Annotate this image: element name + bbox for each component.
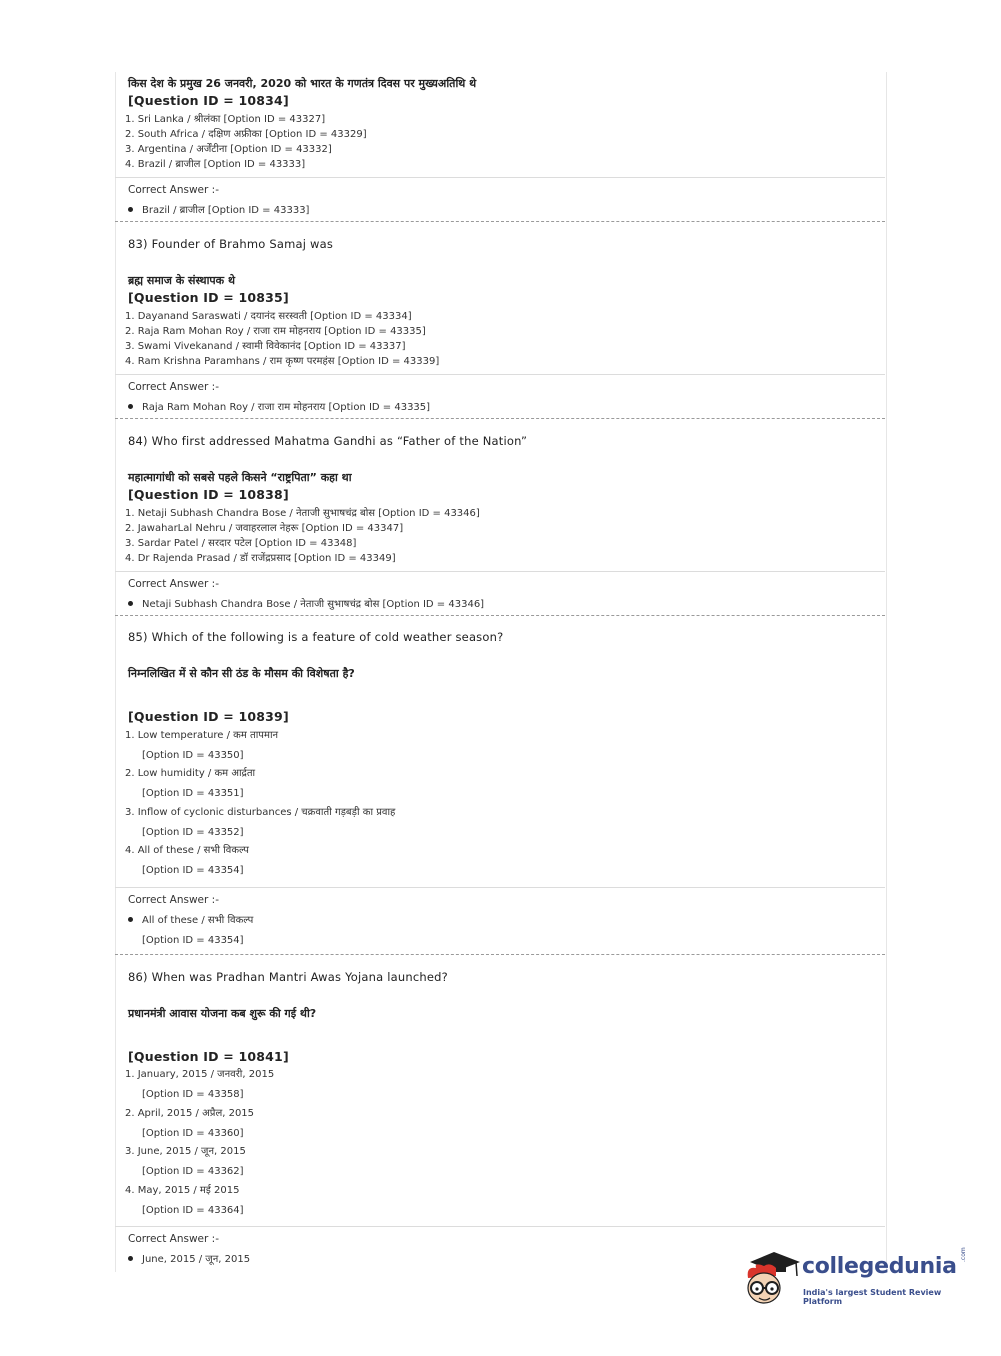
q86-correct-answer: June, 2015 / जून, 2015 — [128, 1251, 250, 1265]
divider — [115, 1226, 885, 1227]
q86-option-2-id: [Option ID = 43360] — [142, 1128, 244, 1139]
q85-option-3: 3. Inflow of cyclonic disturbances / चक्रवाती गड़बड़ी का प्रवाह — [125, 807, 396, 818]
question-82-id: [Question ID = 10834] — [128, 93, 289, 108]
question-separator — [115, 221, 885, 222]
q83-option-4: 4. Ram Krishna Paramhans / राम कृष्ण परमहंस [Option ID = 43339] — [125, 356, 440, 367]
q82-option-4: 4. Brazil / ब्राजील [Option ID = 43333] — [125, 159, 306, 170]
q85-correct-answer-label: Correct Answer :- — [128, 894, 219, 906]
q85-option-4-id: [Option ID = 43354] — [142, 865, 244, 876]
q86-option-3-id: [Option ID = 43362] — [142, 1166, 244, 1177]
q85-option-4: 4. All of these / सभी विकल्प — [125, 845, 249, 856]
question-86-id: [Question ID = 10841] — [128, 1049, 289, 1064]
q86-option-1-id: [Option ID = 43358] — [142, 1089, 244, 1100]
question-83-title: 83) Founder of Brahmo Samaj was — [128, 237, 334, 251]
mascot-icon — [742, 1248, 802, 1310]
logo-domain-suffix: .com — [960, 1247, 967, 1262]
question-86-hindi: प्रधानमंत्री आवास योजना कब शुरू की गई थी? — [128, 1007, 317, 1020]
q85-option-3-id: [Option ID = 43352] — [142, 827, 244, 838]
collegedunia-logo[interactable] — [742, 1248, 972, 1316]
question-84-hindi: महात्मागांधी को सबसे पहले किसने “राष्ट्रपिता” कहा था — [128, 471, 352, 484]
q86-option-3: 3. June, 2015 / जून, 2015 — [125, 1146, 246, 1157]
q83-correct-answer: Raja Ram Mohan Roy / राजा राम मोहनराय [Option ID = 43335] — [128, 399, 430, 413]
question-83-id: [Question ID = 10835] — [128, 290, 289, 305]
question-separator — [115, 418, 885, 419]
q84-correct-answer: Netaji Subhash Chandra Bose / नेताजी सुभाषचंद्र बोस [Option ID = 43346] — [128, 596, 484, 610]
divider — [115, 571, 885, 572]
q83-option-1: 1. Dayanand Saraswati / दयानंद सरस्वती [Option ID = 43334] — [125, 311, 412, 322]
question-86-title: 86) When was Pradhan Mantri Awas Yojana launched? — [128, 970, 448, 984]
bullet-icon — [128, 917, 133, 922]
divider — [115, 177, 885, 178]
q82-option-3: 3. Argentina / अर्जेंटीना [Option ID = 43332] — [125, 144, 332, 155]
q84-correct-answer-label: Correct Answer :- — [128, 578, 219, 590]
q85-correct-answer: All of these / सभी विकल्प — [128, 912, 253, 926]
bullet-icon — [128, 601, 133, 606]
q85-correct-answer-id: [Option ID = 43354] — [142, 935, 244, 946]
q84-option-2: 2. JawaharLal Nehru / जवाहरलाल नेहरू [Option ID = 43347] — [125, 523, 404, 534]
q86-option-2: 2. April, 2015 / अप्रैल, 2015 — [125, 1108, 255, 1119]
q85-option-1: 1. Low temperature / कम तापमान — [125, 730, 279, 741]
logo-tagline: India's largest Student Review Platform — [803, 1288, 942, 1306]
bullet-icon — [128, 207, 133, 212]
divider — [115, 374, 885, 375]
q85-option-2: 2. Low humidity / कम आर्द्रता — [125, 768, 256, 779]
q86-option-4-id: [Option ID = 43364] — [142, 1205, 244, 1216]
question-separator — [115, 954, 885, 955]
q85-option-2-id: [Option ID = 43351] — [142, 788, 244, 799]
q86-correct-answer-label: Correct Answer :- — [128, 1233, 219, 1245]
bullet-icon — [128, 1256, 133, 1261]
q84-option-4: 4. Dr Rajenda Prasad / डॉ राजेंद्रप्रसाद [Option ID = 43349] — [125, 553, 396, 564]
question-84-id: [Question ID = 10838] — [128, 487, 289, 502]
q86-option-1: 1. January, 2015 / जनवरी, 2015 — [125, 1069, 275, 1080]
question-82-hindi: किस देश के प्रमुख 26 जनवरी, 2020 को भारत के गणतंत्र दिवस पर मुख्यअतिथि थे — [128, 77, 477, 90]
divider — [115, 887, 885, 888]
logo-wordmark: collegedunia — [802, 1254, 957, 1279]
q83-option-3: 3. Swami Vivekanand / स्वामी विवेकानंद [Option ID = 43337] — [125, 341, 406, 352]
q82-correct-answer: Brazil / ब्राजील [Option ID = 43333] — [128, 202, 309, 216]
question-separator — [115, 615, 885, 616]
q85-option-1-id: [Option ID = 43350] — [142, 750, 244, 761]
q82-option-1: 1. Sri Lanka / श्रीलंका [Option ID = 43327] — [125, 114, 326, 125]
question-85-hindi: निम्नलिखित में से कौन सी ठंड के मौसम की विशेषता है? — [128, 667, 355, 680]
question-83-hindi: ब्रह्म समाज के संस्थापक थे — [128, 274, 235, 287]
bullet-icon — [128, 404, 133, 409]
q83-correct-answer-label: Correct Answer :- — [128, 381, 219, 393]
question-84-title: 84) Who first addressed Mahatma Gandhi as “Father of the Nation” — [128, 434, 528, 448]
q82-option-2: 2. South Africa / दक्षिण अफ्रीका [Option ID = 43329] — [125, 129, 367, 140]
q84-option-3: 3. Sardar Patel / सरदार पटेल [Option ID = 43348] — [125, 538, 357, 549]
q83-option-2: 2. Raja Ram Mohan Roy / राजा राम मोहनराय [Option ID = 43335] — [125, 326, 426, 337]
q82-correct-answer-label: Correct Answer :- — [128, 184, 219, 196]
q86-option-4: 4. May, 2015 / मई 2015 — [125, 1185, 240, 1196]
q84-option-1: 1. Netaji Subhash Chandra Bose / नेताजी सुभाषचंद्र बोस [Option ID = 43346] — [125, 508, 480, 519]
question-85-id: [Question ID = 10839] — [128, 709, 289, 724]
question-85-title: 85) Which of the following is a feature of cold weather season? — [128, 630, 504, 644]
